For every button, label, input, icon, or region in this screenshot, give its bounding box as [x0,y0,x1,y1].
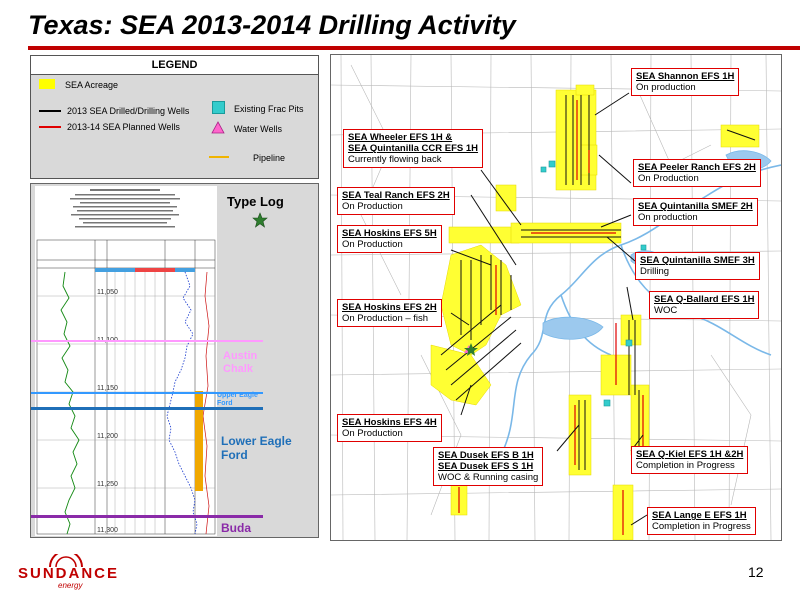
legend-pipeline-label: Pipeline [253,153,286,163]
company-name: SUNDANCE [18,565,120,582]
depth-label: 11,300 [97,527,118,534]
legend-drilled-label: 2013 SEA Drilled/Drilling Wells [67,106,190,116]
sun-icon [46,554,86,568]
legend-acreage-label: SEA Acreage [65,80,119,90]
depth-label: 11,250 [97,481,118,488]
legend-frac-label: Existing Frac Pits [234,104,304,114]
depth-label: 11,200 [97,433,118,440]
planned-well-line-icon [39,126,61,128]
callout-shannon: SEA Shannon EFS 1H On production [631,68,739,96]
drilling-map [330,54,782,541]
callout-quintanilla-smef-3h: SEA Quintanilla SMEF 3H Drilling [635,252,760,280]
type-log-title: Type Log [227,194,284,209]
callout-wheeler-quintanilla-ccr: SEA Wheeler EFS 1H & SEA Quintanilla CCR EFS 1H Currently flowing back [343,129,483,168]
eagle-ford-shading [195,391,203,491]
callout-hoskins-2h: SEA Hoskins EFS 2H On Production – fish [337,299,442,327]
legend-planned-label: 2013-14 SEA Planned Wells [67,122,180,132]
drilled-well-line-icon [39,110,61,112]
company-subname: energy [58,581,83,590]
callout-hoskins-4h: SEA Hoskins EFS 4H On Production [337,414,442,442]
legend-heading: LEGEND [31,56,318,75]
austin-chalk-marker [31,340,263,342]
acreage-swatch-icon [39,79,55,89]
depth-label: 11,150 [97,385,118,392]
callout-dusek: SEA Dusek EFS B 1H SEA Dusek EFS S 1H WOC & Running casing [433,447,543,486]
depth-label: 11,050 [97,289,118,296]
type-log-chart [35,186,217,536]
callout-teal-ranch: SEA Teal Ranch EFS 2H On Production [337,187,455,215]
buda-marker [31,515,263,518]
company-logo [18,566,119,590]
callout-hoskins-5h: SEA Hoskins EFS 5H On Production [337,225,442,253]
legend-panel [30,55,319,179]
callout-quintanilla-smef-2h: SEA Quintanilla SMEF 2H On production [633,198,758,226]
page-number: 12 [748,564,764,580]
type-log-star-icon [252,212,268,228]
buda-label: Buda [221,521,251,535]
water-well-icon [211,121,225,134]
upper-eagle-ford-label: Upper Eagle Ford [217,392,258,407]
frac-pit-icon [212,101,225,114]
title-divider [28,46,800,50]
type-log-panel [30,183,319,538]
lower-eagle-ford-label: Lower Eagle Ford [221,434,292,462]
page-title: Texas: SEA 2013-2014 Drilling Activity [28,10,516,40]
callout-lange-e: SEA Lange E EFS 1H Completion in Progress [647,507,756,535]
legend-water-label: Water Wells [234,124,283,134]
pipeline-line-icon [209,156,229,158]
callout-peeler-ranch: SEA Peeler Ranch EFS 2H On Production [633,159,761,187]
austin-chalk-label: Austin Chalk [223,350,258,375]
callout-q-ballard: SEA Q-Ballard EFS 1H WOC [649,291,759,319]
callout-q-kiel: SEA Q-Kiel EFS 1H &2H Completion in Progress [631,446,748,474]
